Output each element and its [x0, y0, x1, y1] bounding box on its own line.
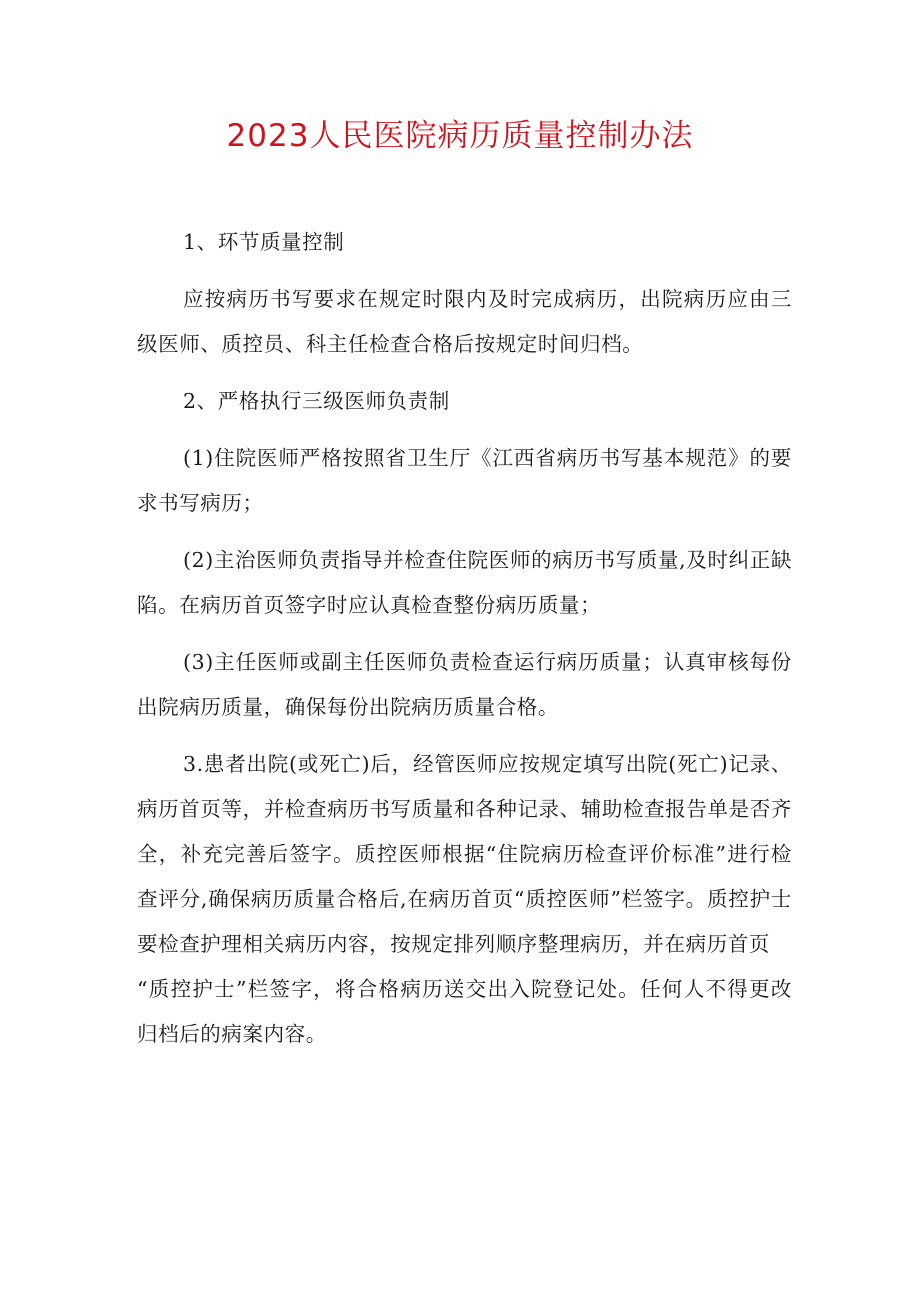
paragraph: 应按病历书写要求在规定时限内及时完成病历，出院病历应由三级医师、质控员、科主任检查合格后按规定时间归档。 [137, 287, 792, 356]
paragraph: (1)住院医师严格按照省卫生厅《江西省病历书写基本规范》的要求书写病历； [137, 446, 792, 515]
paragraph: (3)主任医师或副主任医师负责检查运行病历质量；认真审核每份出院病历质量，确保每份出院病历质量合格。 [137, 650, 792, 719]
section-heading-2: 2、严格执行三级医师负责制 [183, 389, 450, 413]
document-body [137, 220, 792, 1057]
paragraph: “质控护士”栏签字，将合格病历送交出入院登记处。任何人不得更改归档后的病案内容。 [137, 977, 792, 1046]
section-heading-1: 1、环节质量控制 [183, 230, 345, 254]
document-title: 2023人民医院病历质量控制办法 [226, 118, 694, 154]
paragraph: (2)主治医师负责指导并检查住院医师的病历书写质量,及时纠正缺陷。在病历首页签字时应认真检查整份病历质量； [137, 548, 792, 617]
paragraph: 3.患者出院(或死亡)后，经管医师应按规定填写出院(死亡)记录、病历首页等，并检查病历书写质量和各种记录、辅助检查报告单是否齐全，补充完善后签字。质控医师根据“住院病历检查评价标准”进行检查评分,确保病历质量合格后,在病历首页“质控医师”栏签字。质控护士要检查护理相关病历内容，按规定排列顺序整理病历，并在病历首页 [137, 752, 792, 956]
